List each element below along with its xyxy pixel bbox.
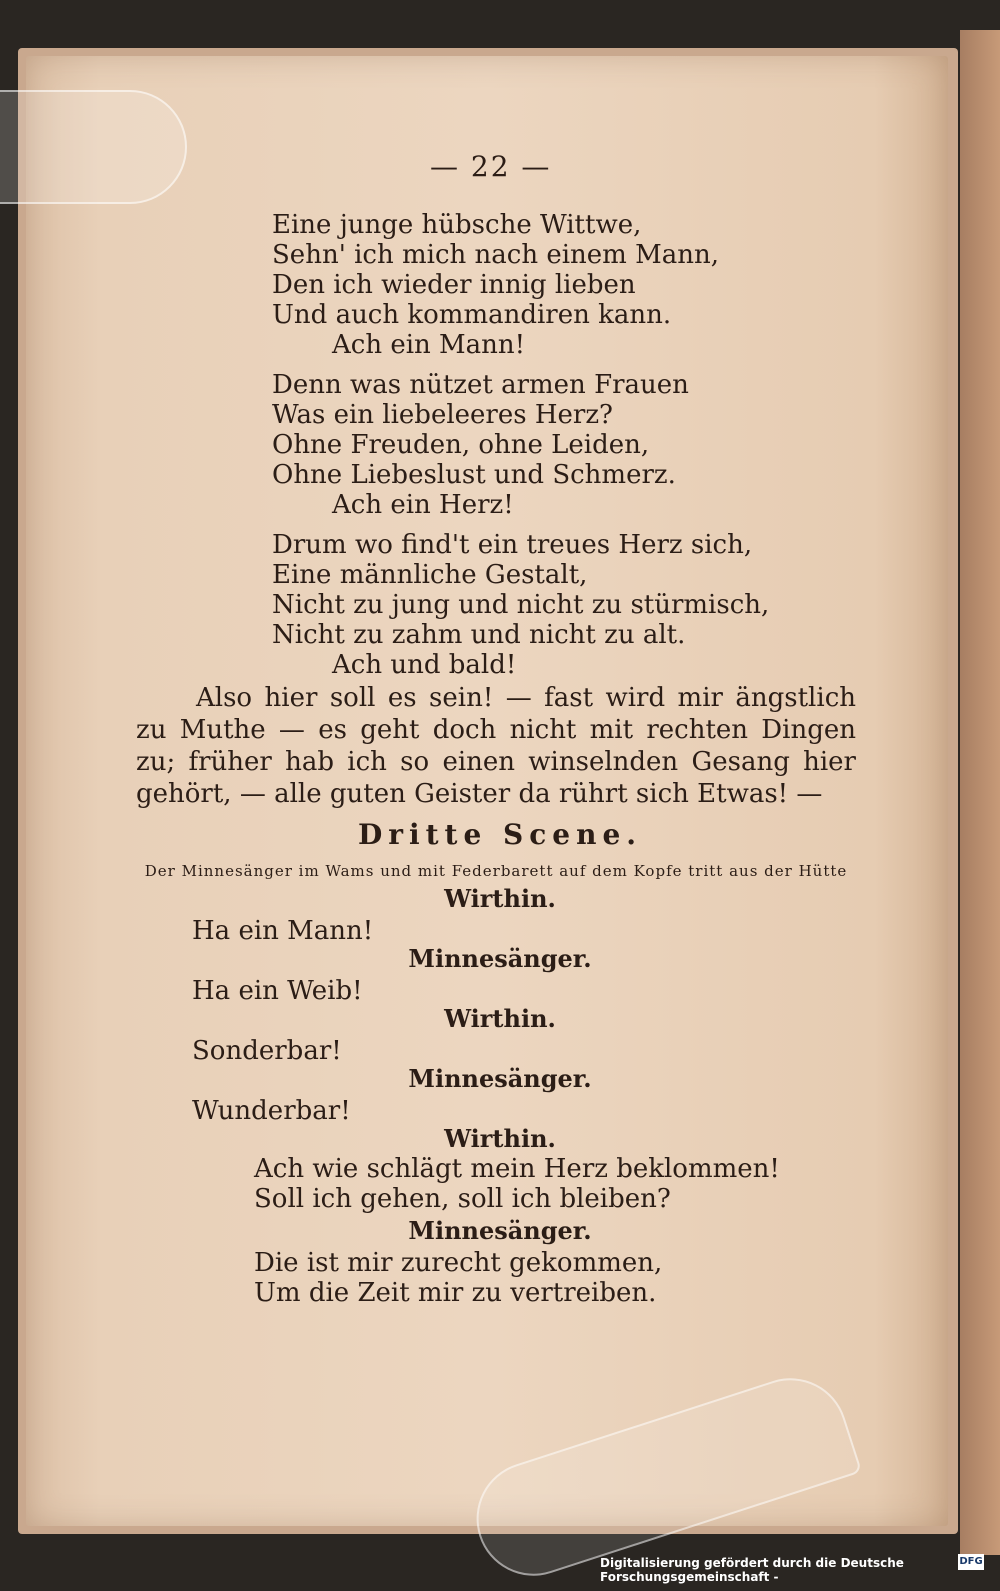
dialogue-line: Wunderbar! xyxy=(192,1096,351,1126)
dialogue-line: Ha ein Weib! xyxy=(192,976,363,1006)
verse-line: Nicht zu zahm und nicht zu alt. xyxy=(272,620,686,650)
dialogue-line: Die ist mir zurecht gekommen, xyxy=(254,1248,663,1278)
verse-line: Drum wo find't ein treues Herz sich, xyxy=(272,530,753,560)
speaker-label: Minnesänger. xyxy=(408,1064,592,1093)
verse-line: Was ein liebeleeres Herz? xyxy=(272,400,613,430)
verse-line: Ohne Freuden, ohne Leiden, xyxy=(272,430,650,460)
digitization-credit: Digitalisierung gefördert durch die Deutsche Forschungsgemeinschaft - xyxy=(600,1556,904,1584)
verse-line: Und auch kommandiren kann. xyxy=(272,300,672,330)
book-spine-edge xyxy=(960,30,1000,1555)
verse-line: Den ich wieder innig lieben xyxy=(272,270,636,300)
verse-line: Sehn' ich mich nach einem Mann, xyxy=(272,240,719,270)
dialogue-line: Soll ich gehen, soll ich bleiben? xyxy=(254,1184,671,1214)
speaker-label: Minnesänger. xyxy=(408,944,592,973)
page-number: — 22 — xyxy=(430,150,552,183)
dialogue-line: Ha ein Mann! xyxy=(192,916,374,946)
verse-refrain: Ach ein Herz! xyxy=(332,490,514,520)
prose-paragraph: Also hier soll es sein! — fast wird mir ängstlich zu Muthe — es geht doch nicht mit rechten Dingen zu; früher hab ich so einen winselnden Gesang hier gehört, — alle guten Geister da rührt sich Etwas! — xyxy=(136,683,856,809)
verse-line: Eine männliche Gestalt, xyxy=(272,560,588,590)
verse-refrain: Ach und bald! xyxy=(332,650,517,680)
speaker-label: Minnesänger. xyxy=(408,1216,592,1245)
dialogue-line: Um die Zeit mir zu vertreiben. xyxy=(254,1278,657,1308)
speaker-label: Wirthin. xyxy=(444,1004,556,1033)
speaker-label: Wirthin. xyxy=(444,884,556,913)
stage-direction: Der Minnesänger im Wams und mit Federbarett auf dem Kopfe tritt aus der Hütte xyxy=(144,862,848,880)
speaker-label: Wirthin. xyxy=(444,1124,556,1153)
dialogue-line: Sonderbar! xyxy=(192,1036,342,1066)
dfg-logo: DFG xyxy=(958,1554,984,1570)
dialogue-line: Ach wie schlägt mein Herz beklommen! xyxy=(254,1154,780,1184)
verse-line: Denn was nützet armen Frauen xyxy=(272,370,689,400)
paper-clip-top xyxy=(0,90,187,204)
verse-line: Nicht zu jung und nicht zu stürmisch, xyxy=(272,590,770,620)
verse-line: Ohne Liebeslust und Schmerz. xyxy=(272,460,676,490)
verse-line: Eine junge hübsche Wittwe, xyxy=(272,210,642,240)
scene-title: Dritte Scene. xyxy=(357,818,643,851)
verse-refrain: Ach ein Mann! xyxy=(332,330,526,360)
